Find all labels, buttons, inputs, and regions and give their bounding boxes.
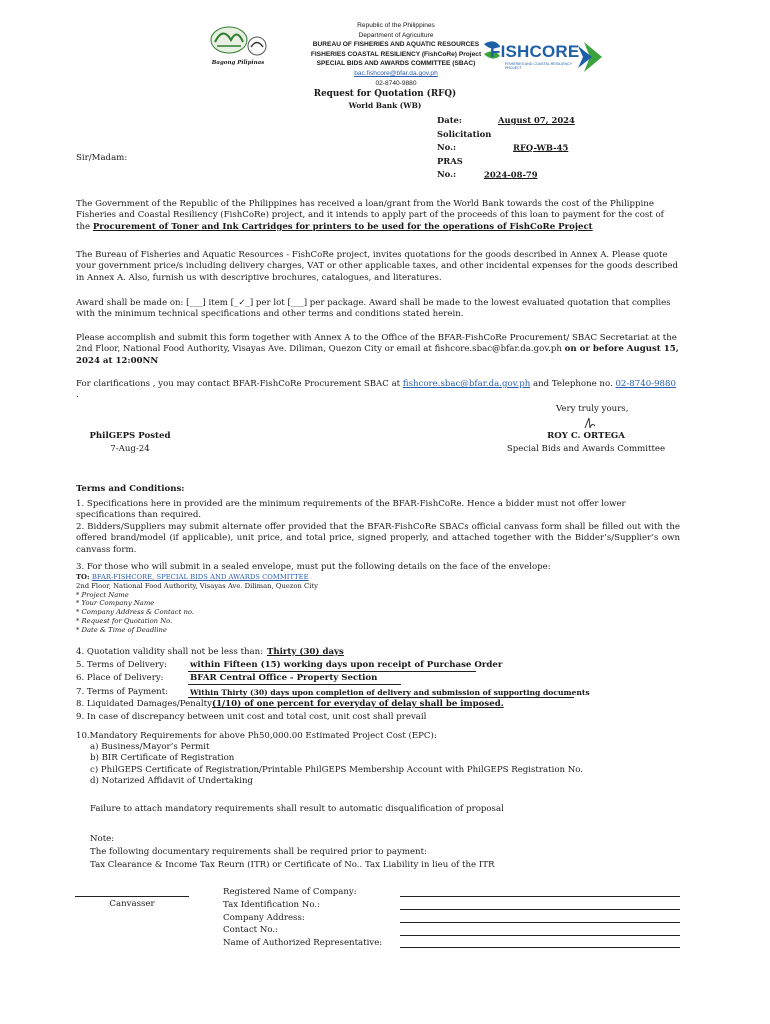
paragraph-submission: [76, 333, 680, 367]
page-subtitle: World Bank (WB): [348, 101, 422, 110]
field-representative-line[interactable]: [400, 947, 680, 948]
envelope-to-value: BFAR-FISHCORE, SPECIAL BIDS AND AWARDS COMMITTEE: [91, 573, 309, 581]
term-6-value: BFAR Central Office - Property Section: [190, 673, 378, 683]
field-contact-label: Contact No.:: [223, 925, 279, 936]
salutation: Sir/Madam:: [76, 153, 128, 163]
clarifications-text: For clarifications , you may contact BFAR-FishCoRe Procurement SBAC at: [76, 379, 403, 389]
header-line-4: FISHERIES COASTAL RESILIENCY (FishCoRe) Project: [310, 50, 482, 58]
list-item: b) BIR Certificate of Registration: [90, 753, 235, 764]
submission-text: Please accomplish and submit this form together with Annex A to the Office of the BFAR-FishCoRe Procurement/ SBAC Secretariat at the 2nd Floor, National Food Authority, Visayas Ave. Diliman, Quezon City or email at fishcore.sbac@bfar.da.gov.ph: [76, 333, 677, 355]
clarifications-text-2: and Telephone no.: [530, 379, 616, 389]
header-line-5: SPECIAL BIDS AND AWARDS COMMITTEE (SBAC): [316, 60, 476, 68]
term-8-value: (1/10) of one percent for everyday of delay shall be imposed.: [212, 699, 504, 709]
paragraph-loan-text: The Government of the Republic of the Philippines has received a loan/grant from the World Bank towards the cost of the Philippine Fisheries and Coastal Resiliency (FishCoRe) project, and it intends to apply part of the proceeds of this loan to payment for the cost of the: [76, 199, 664, 232]
term-7-label: 7. Terms of Payment:: [76, 687, 169, 697]
term-7-value: Within Thirty (30) days upon completion of delivery and submission of supporting documents: [190, 688, 590, 697]
date-label: Date:: [437, 115, 462, 125]
date-value: August 07, 2024: [498, 115, 575, 125]
signature-mark: [583, 416, 597, 430]
term-5-label: 5. Terms of Delivery:: [76, 660, 167, 670]
field-address-line[interactable]: [400, 922, 680, 923]
paragraph-loan: [76, 199, 680, 233]
envelope-details: [76, 573, 576, 635]
term-8-label: 8. Liquidated Damages/Penalty:: [76, 699, 215, 709]
header-email-link[interactable]: bac.fishcore@bfar.da.gov.ph: [354, 69, 438, 77]
canvasser-label: Canvasser: [109, 899, 155, 909]
term-10: 10.Mandatory Requirements for above Ph50,000.00 Estimated Project Cost (EPC):: [76, 731, 437, 741]
envelope-item: * Company Address & Contact no.: [76, 608, 194, 617]
pras-value: 2024-08-79: [484, 169, 538, 180]
signatory-title: Special Bids and Awards Committee: [506, 444, 666, 454]
solicitation-label: Solicitation No.:: [437, 128, 492, 153]
note-label: Note:: [90, 834, 115, 844]
project-name: Procurement of Toner and Ink Cartridges for printers to be used for the operations of FishCoRe Project: [92, 221, 593, 232]
fishcore-logo-text: FISHCORE: [490, 42, 580, 61]
philgeps-label: PhilGEPS Posted: [89, 431, 171, 441]
term-5-value: within Fifteen (15) working days upon receipt of Purchase Order: [190, 660, 503, 670]
envelope-to-label: TO:: [76, 573, 92, 581]
canvasser-signature-line: [75, 896, 189, 897]
field-tin-line[interactable]: [400, 909, 680, 910]
signatory-name: ROY C. ORTEGA: [547, 431, 625, 441]
header-phone: 02-8740-9880: [375, 79, 417, 87]
solicitation-value: RFQ-WB-45: [513, 142, 569, 153]
term-6-underline: [188, 684, 401, 685]
meta-block: [437, 114, 657, 182]
term-4-value: Thirty (30) days: [267, 647, 344, 657]
term-6-label: 6. Place of Delivery:: [76, 673, 164, 683]
paragraph-invitation: The Bureau of Fisheries and Aquatic Resources - FishCoRe project, invites quotations for the goods described in Annex A. Please quote your government price/s including delivery charges, VAT or other applicable taxes, and other incidental expenses for the goods described in Annex A. Also, furnish us with descriptive brochures, catalogues, and literatures.: [76, 250, 678, 283]
footer-fields: [223, 886, 403, 950]
seal-motto: Bagong Pilipinas: [211, 60, 265, 66]
field-company-name-label: Registered Name of Company:: [223, 887, 357, 897]
envelope-item: * Your Company Name: [76, 599, 155, 608]
paragraph-award: Award shall be made on: [___] item [_✓_] per lot [___] per package. Award shall be made to the lowest evaluated quotation that complies with the minimum technical specifications and other terms and conditions stated herein.: [76, 298, 671, 320]
field-contact-line[interactable]: [400, 935, 680, 936]
note-line-1: The following documentary requirements shall be required prior to payment:: [90, 847, 427, 857]
envelope-item: * Project Name: [76, 590, 129, 599]
terms-heading: Terms and Conditions:: [76, 484, 185, 494]
header-line-2: Department of Agriculture: [358, 31, 434, 39]
term-2: 2. Bidders/Suppliers may submit alternate offer provided that the BFAR-FishCoRe SBACs official canvass form shall be filled out with the offered brand/model (if applicable), unit price, and total price, signed properly, and attached together with the Bidder’s/Supplier’s own canvass form.: [76, 522, 680, 555]
term-7-underline: [188, 697, 574, 698]
envelope-item: * Date & Time of Deadline: [76, 625, 167, 634]
fishcore-logo: [480, 36, 604, 78]
term-5-underline: [188, 671, 476, 672]
field-tin-label: Tax Identification No.:: [223, 899, 320, 910]
pras-label: PRAS No.:: [437, 155, 463, 180]
term-4-label: 4. Quotation validity shall not be less than:: [76, 647, 264, 657]
envelope-item: * Request for Quotation No.: [76, 616, 173, 625]
field-representative-label: Name of Authorized Representative:: [223, 938, 383, 949]
paragraph-clarifications: [76, 379, 680, 402]
list-item: d) Notarized Affidavit of Undertaking: [90, 775, 254, 786]
failure-notice: Failure to attach mandatory requirements shall result to automatic disqualification of proposal: [90, 804, 504, 814]
list-item: c) PhilGEPS Certificate of Registration/Printable PhilGEPS Membership Account with PhilGEPS Registration No.: [90, 764, 584, 775]
bfar-seal: [205, 20, 271, 70]
fishcore-logo-subtext: FISHERIES AND COASTAL RESILIENCY PROJECT: [505, 62, 573, 70]
signature-icon: [583, 416, 597, 430]
clarifications-text-3: .: [76, 390, 79, 401]
header-line-1: Republic of the Philippines: [357, 22, 435, 29]
term-3: 3. For those who will submit in a sealed envelope, must put the following details on the face of the envelope:: [76, 562, 551, 572]
submission-deadline: on or before August 15, 2024 at 12:00NN: [76, 344, 679, 366]
envelope-address: 2nd Floor, National Food Authority, Visayas Ave. Diliman, Quezon City: [76, 581, 318, 590]
list-item: a) Business/Mayor’s Permit: [90, 742, 210, 752]
term-9: 9. In case of discrepancy between unit cost and total cost, unit cost shall prevail: [76, 712, 427, 722]
note-line-2: Tax Clearance & Income Tax Reurn (ITR) or Certificate of No.. Tax Liability in lieu of the ITR: [90, 860, 495, 870]
term-10-list: [90, 742, 650, 787]
page-title: Request for Quotation (RFQ): [313, 89, 457, 99]
term-1: 1. Specifications here in provided are the minimum requirements of the BFAR-FishCoRe. Hence a bidder must not offer lower specifications than required.: [76, 499, 626, 521]
header-line-3: BUREAU OF FISHERIES AND AQUATIC RESOURCES: [312, 41, 480, 49]
signoff: Very truly yours,: [556, 404, 629, 414]
clarifications-email-link[interactable]: fishcore.sbac@bfar.da.gov.ph: [402, 379, 531, 389]
field-company-name-line[interactable]: [400, 896, 680, 897]
field-address-label: Company Address:: [223, 912, 305, 923]
philgeps-date: 7-Aug-24: [110, 444, 150, 454]
clarifications-phone-link[interactable]: 02-8740-9880: [615, 379, 676, 389]
